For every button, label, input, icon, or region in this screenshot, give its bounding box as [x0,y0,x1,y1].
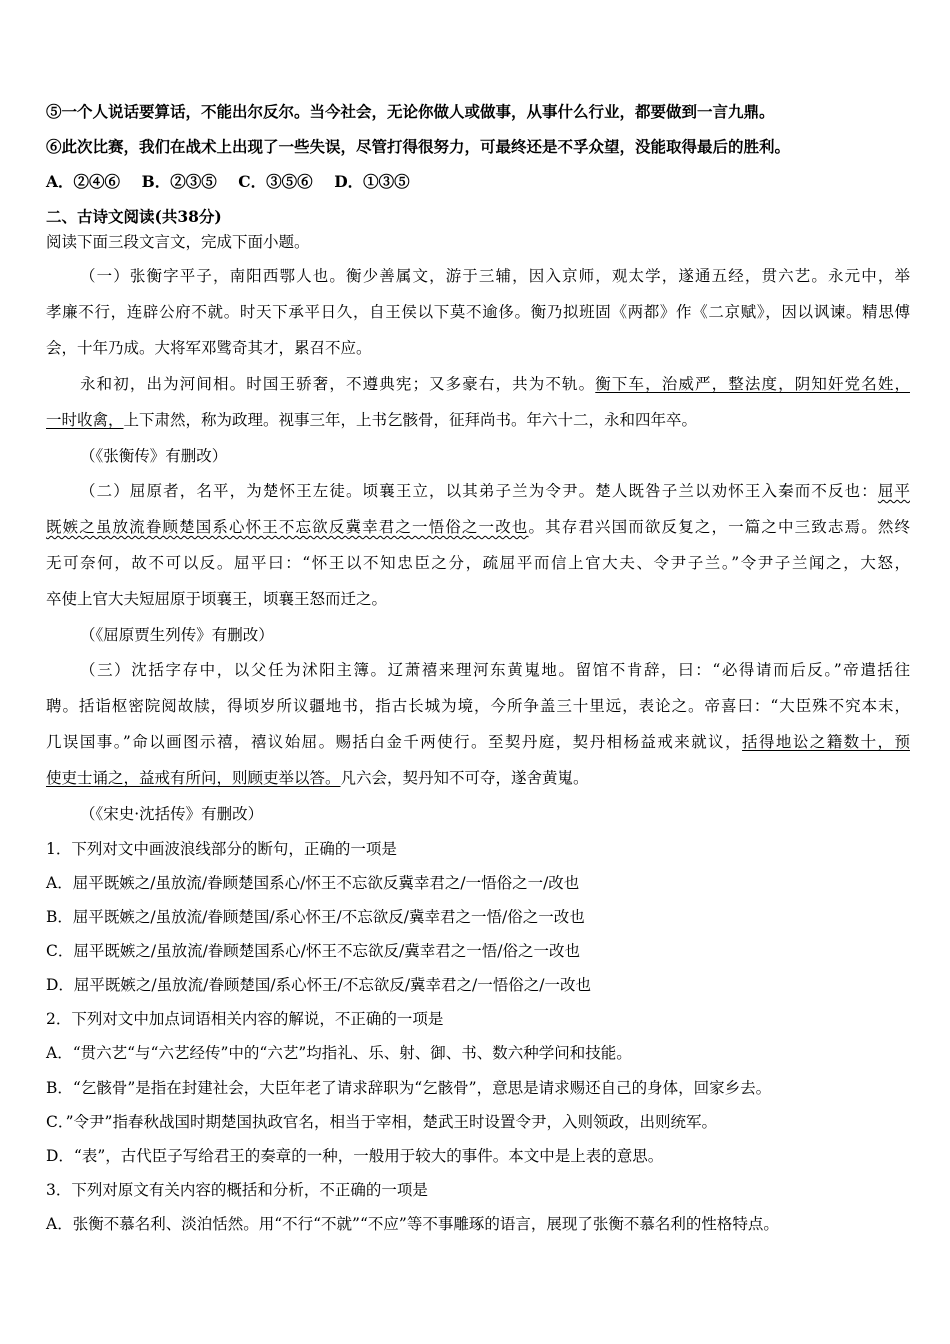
passage2-text: （二）屈原者，名平，为楚怀王左徒。顷襄王立，以其弟子兰为令尹。楚人既咎子兰以劝怀王入秦而不反也： [80,482,878,500]
question-1-option-d: D．屈平既嫉之/虽放流/眷顾楚国/系心怀王/不忘欲反/冀幸君之/一悟俗之/一改也 [46,976,591,994]
item-5: ⑤一个人说话要算话，不能出尔反尔。当今社会，无论你做人或做事，从事什么行业，都要做到一言九鼎。 [46,102,775,121]
wavy-underlined-text: 既嫉之虽放流眷顾楚国系心怀王不忘欲反冀幸君之一悟俗之一改也 [46,518,529,536]
item-6: ⑥此次比赛，我们在战术上出现了一些失误，尽管打得很努力，可最终还是不孚众望，没能取得最后的胜利。 [46,137,791,156]
question-1-option-c: C．屈平既嫉之/虽放流/眷顾楚国系心/怀王不忘欲反/冀幸君之一悟/俗之一改也 [46,942,580,960]
passage1-line: 孝廉不行，连辟公府不就。时天下承平日久，自王侯以下莫不逾侈。衡乃拟班固《两都》作《二京赋》，因以讽谏。精思傅 [46,303,910,321]
section-intro: 阅读下面三段文言文，完成下面小题。 [46,233,310,251]
passage1-source: （《张衡传》有删改） [80,447,228,465]
passage2-source: （《屈原贾生列传》有删改） [80,626,274,644]
question-1-stem: 1．下列对文中画波浪线部分的断句，正确的一项是 [46,840,397,858]
item-answer-options: A．②④⑥ B．②③⑤ C．③⑤⑥ D．①③⑤ [46,172,410,191]
passage1-text: 上下肃然，称为政理。视事三年，上书乞骸骨，征拜尚书。年六十二，永和四年卒。 [123,411,698,429]
passage2-text: 。其存君兴国而欲反复之，一篇之中三致志焉。然终 [528,518,910,536]
passage2-line: 无可奈何，故不可以反。屈平曰：“怀王以不知忠臣之分，疏屈平而信上官大夫、令尹子兰。”令尹子兰闻之，大怒， [46,554,910,572]
passage3-source: （《宋史·沈括传》有删改） [80,805,264,823]
passage1-line: 会，十年乃成。大将军邓骘奇其才，累召不应。 [46,339,372,357]
underlined-sentence: 使吏士诵之，益戒有所问，则顾吏举以答。 [46,769,341,787]
passage3-text: 几误国事。”命以画图示禧，禧议始屈。赐括白金千两使行。至契丹庭，契丹相杨益戒来就议， [46,733,743,751]
passage1-line [80,374,910,394]
passage3-line [46,732,910,752]
question-3-stem: 3．下列对原文有关内容的概括和分析，不正确的一项是 [46,1181,428,1199]
question-2-stem: 2．下列对文中加点词语相关内容的解说，不正确的一项是 [46,1010,444,1028]
question-1-option-a: A．屈平既嫉之/虽放流/眷顾楚国系心/怀王不忘欲反冀幸君之/一悟俗之一/改也 [46,874,580,892]
passage3-line: （三）沈括字存中，以父任为沭阳主簿。辽萧禧来理河东黄嵬地。留馆不肯辞，曰：“必得请而后反。”帝遣括往 [80,661,910,679]
passage3-text: 凡六会，契丹知不可夺，遂舍黄嵬。 [340,769,589,787]
wavy-underlined-text: 屈平 [877,482,910,500]
question-3-option-a: A．张衡不慕名利、淡泊恬然。用“不行“不就”“不应”等不事雕琢的语言，展现了张衡不慕名利的性格特点。 [46,1215,779,1233]
passage1-line [46,410,697,430]
question-2-option-d: D．“表”，古代臣子写给君王的奏章的一种，一般用于较大的事件。本文中是上表的意思。 [46,1147,664,1165]
underlined-sentence: 括得地讼之籍数十，预 [742,733,910,751]
passage2-line [46,517,910,537]
passage3-line: 聘。括诣枢密院阅故牍，得顷岁所议疆地书，指古长城为境，今所争盖三十里远，表论之。帝喜曰：“大臣殊不究本末， [46,697,910,715]
passage3-line [46,768,589,788]
question-2-option-a: A．“贯六艺“与“六艺经传”中的“六艺”均指礼、乐、射、御、书、数六种学问和技能。 [46,1044,632,1062]
passage1-text: 永和初，出为河间相。时国王骄奢，不遵典宪；又多豪右，共为不轨。 [80,375,596,393]
section-title: 二、古诗文阅读(共38分) [46,207,222,226]
passage1-line: （一）张衡字平子，南阳西鄂人也。衡少善属文，游于三辅，因入京师，观太学，遂通五经，贯六艺。永元中，举 [80,267,910,285]
underlined-sentence: 衡下车，治威严，整法度，阴知奸党名姓， [595,375,910,393]
question-2-option-b: B．“乞骸骨”是指在封建社会，大臣年老了请求辞职为“乞骸骨”，意思是请求赐还自己的身体，回家乡去。 [46,1079,772,1097]
passage2-line: 卒使上官大夫短屈原于顷襄王，顷襄王怒而迁之。 [46,590,388,608]
question-1-option-b: B．屈平既嫉之/虽放流/眷顾楚国/系心怀王/不忘欲反/冀幸君之一悟/俗之一改也 [46,908,585,926]
underlined-sentence: 一时收禽， [46,411,124,429]
passage2-line [80,481,910,501]
question-2-option-c: C．”令尹”指春秋战国时期楚国执政官名，相当于宰相，楚武王时设置令尹，入则领政，出则统军。 [46,1113,717,1131]
